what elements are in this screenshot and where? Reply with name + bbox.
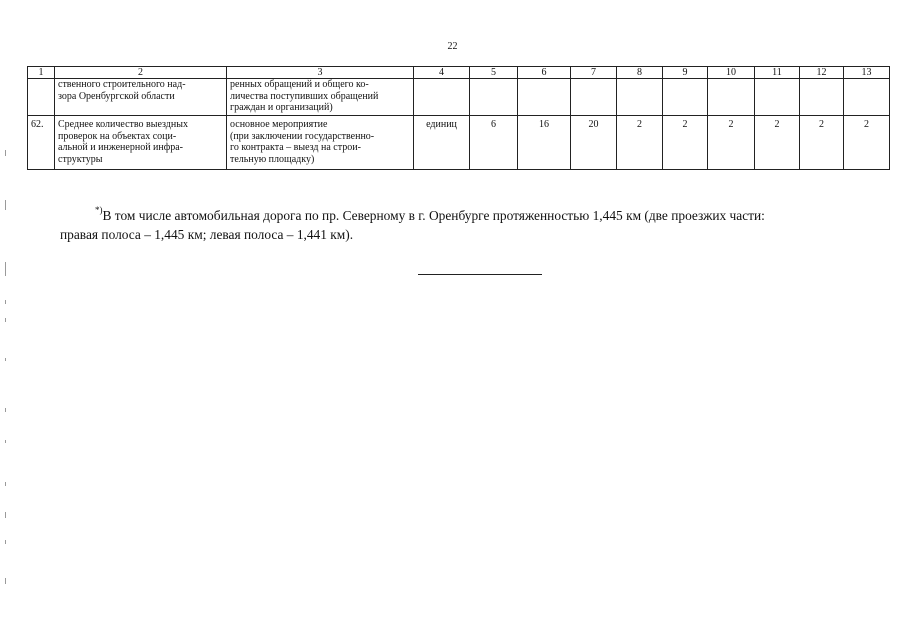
- empty-cell: [617, 79, 663, 116]
- empty-cell: [800, 79, 844, 116]
- margin-mark: [5, 150, 6, 156]
- margin-mark: [5, 578, 6, 584]
- footnote-line: правая полоса – 1,445 км; левая полоса – 1,441 км).: [60, 227, 354, 242]
- cell-text-line: ренных обращений и общего ко-: [230, 79, 369, 90]
- unit-cell: единиц: [414, 116, 470, 170]
- cell-text-line: структуры: [58, 153, 103, 165]
- footnote-text: В том числе автомобильная дорога по пр. Северному в г. Оренбурге протяженностью 1,445 км (две проезжих части:: [102, 208, 765, 223]
- footnote-marker: *): [95, 205, 103, 215]
- value-cell: 2: [708, 116, 755, 170]
- cell-text-line: граждан и организаций): [230, 102, 333, 113]
- header-cell: 4: [414, 67, 470, 79]
- table-header-row: [28, 67, 890, 79]
- value-cell: 16: [518, 116, 571, 170]
- value-cell: 2: [755, 116, 800, 170]
- cell-text-line: ственного строительного над-: [58, 79, 186, 90]
- cell-text-line: тельную площадку): [230, 153, 315, 165]
- cell-text-line: (при заключении государственно-: [230, 130, 375, 142]
- header-cell: 12: [800, 67, 844, 79]
- margin-mark: [5, 318, 6, 322]
- value-cell: 2: [844, 116, 890, 170]
- margin-mark: [5, 512, 6, 518]
- cell-text-line: личества поступивших обращений: [230, 90, 379, 102]
- cell-text-line: зора Оренбургской области: [58, 90, 175, 102]
- indicator-name-cell: [55, 79, 227, 116]
- margin-mark: [5, 300, 6, 304]
- row-number-cell: [28, 79, 55, 116]
- indicator-name-cell: [55, 116, 227, 170]
- indicator-basis-cell: [227, 116, 414, 170]
- header-cell: 9: [663, 67, 708, 79]
- margin-mark: [5, 482, 6, 486]
- value-cell: 2: [617, 116, 663, 170]
- footnote-line: [60, 206, 880, 225]
- indicator-basis-cell: [227, 79, 414, 116]
- margin-mark: [5, 358, 6, 361]
- cell-text-line: проверок на объектах соци-: [58, 130, 177, 142]
- table-row: [28, 79, 890, 116]
- empty-cell: [844, 79, 890, 116]
- header-cell: 6: [518, 67, 571, 79]
- header-cell: 2: [55, 67, 227, 79]
- header-cell: 7: [571, 67, 617, 79]
- margin-mark: [5, 440, 6, 443]
- value-cell: 2: [663, 116, 708, 170]
- cell-text-line: альной и инженерной инфра-: [58, 142, 183, 153]
- header-cell: 8: [617, 67, 663, 79]
- header-cell: 5: [470, 67, 518, 79]
- indicators-table: [27, 66, 890, 170]
- header-cell: 10: [708, 67, 755, 79]
- margin-mark: [5, 200, 6, 210]
- empty-cell: [708, 79, 755, 116]
- row-number-cell: 62.: [28, 116, 55, 170]
- header-cell: 1: [28, 67, 55, 79]
- cell-text-line: основное мероприятие: [230, 119, 328, 130]
- margin-mark: [5, 408, 6, 412]
- cell-text-line: Среднее количество выездных: [58, 119, 188, 130]
- value-cell: 20: [571, 116, 617, 170]
- footnote: [60, 206, 880, 244]
- empty-cell: [755, 79, 800, 116]
- separator-line: [418, 274, 542, 275]
- header-cell: 3: [227, 67, 414, 79]
- table-row: [28, 116, 890, 170]
- margin-mark: [5, 540, 6, 544]
- empty-cell: [470, 79, 518, 116]
- cell-text-line: го контракта – выезд на строи-: [230, 142, 361, 153]
- margin-mark: [5, 262, 6, 276]
- header-cell: 11: [755, 67, 800, 79]
- value-cell: 2: [800, 116, 844, 170]
- value-cell: 6: [470, 116, 518, 170]
- page-number: 22: [447, 41, 458, 52]
- empty-cell: [414, 79, 470, 116]
- header-cell: 13: [844, 67, 890, 79]
- empty-cell: [663, 79, 708, 116]
- empty-cell: [571, 79, 617, 116]
- empty-cell: [518, 79, 571, 116]
